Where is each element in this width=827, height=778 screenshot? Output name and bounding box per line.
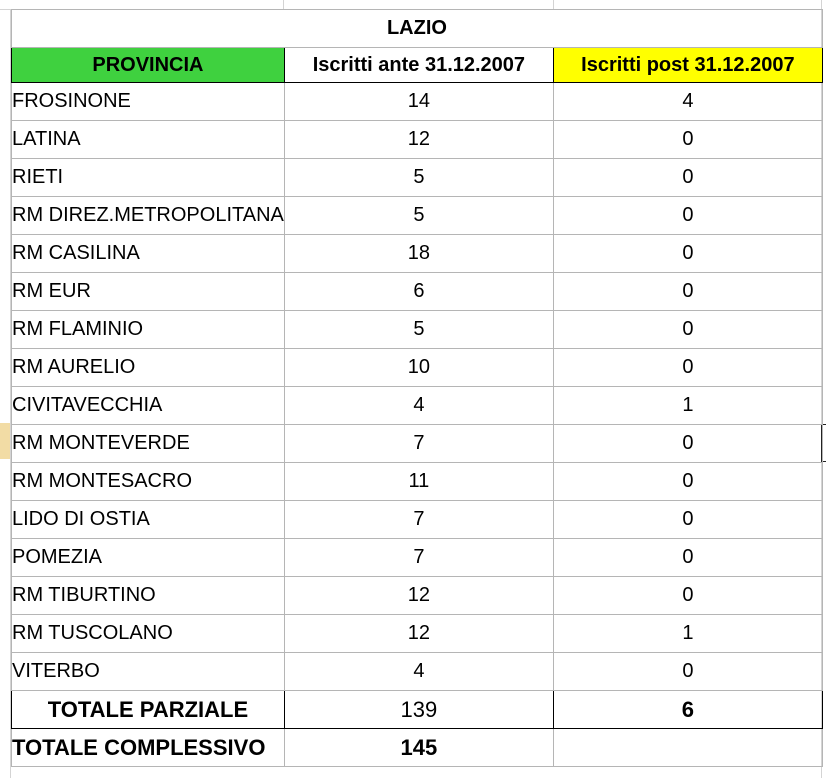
ante-cell[interactable]: 4 [284,653,553,691]
province-cell[interactable]: RM CASILINA [12,235,285,273]
ante-cell[interactable]: 5 [284,197,553,235]
table-row [12,615,823,653]
post-cell[interactable]: 0 [553,539,822,577]
ante-cell[interactable]: 12 [284,577,553,615]
ante-cell[interactable]: 14 [284,83,553,121]
table-row [12,121,823,159]
province-cell[interactable]: LIDO DI OSTIA [12,501,285,539]
header-iscritti-post[interactable]: Iscritti post 31.12.2007 [553,48,822,83]
post-cell[interactable]: 0 [553,235,822,273]
province-cell[interactable]: RM MONTEVERDE [12,425,285,463]
ante-cell[interactable]: 7 [284,501,553,539]
post-cell[interactable]: 0 [553,273,822,311]
totale-parziale-row [12,691,823,729]
table-row [12,539,823,577]
table-row [12,159,823,197]
post-cell[interactable]: 1 [553,615,822,653]
province-cell[interactable]: RM EUR [12,273,285,311]
table-row [12,311,823,349]
province-cell[interactable]: RM FLAMINIO [12,311,285,349]
post-cell[interactable]: 0 [553,349,822,387]
province-cell[interactable]: LATINA [12,121,285,159]
post-cell[interactable]: 0 [553,463,822,501]
table-row [12,463,823,501]
ante-cell[interactable]: 4 [284,387,553,425]
empty-cell[interactable] [553,729,822,767]
post-cell[interactable]: 0 [553,311,822,349]
province-cell[interactable]: RM TIBURTINO [12,577,285,615]
table-row [12,387,823,425]
province-cell[interactable]: RM AURELIO [12,349,285,387]
totale-parziale-label[interactable]: TOTALE PARZIALE [12,691,285,729]
post-cell[interactable]: 0 [553,159,822,197]
table-row [12,577,823,615]
post-cell[interactable]: 0 [553,425,822,463]
table-row [12,501,823,539]
province-cell[interactable]: FROSINONE [12,83,285,121]
lazio-table [11,9,823,767]
ante-cell[interactable]: 6 [284,273,553,311]
province-cell[interactable]: VITERBO [12,653,285,691]
ante-cell[interactable]: 11 [284,463,553,501]
post-cell[interactable]: 1 [553,387,822,425]
table-title[interactable]: LAZIO [12,10,823,48]
ante-cell[interactable]: 10 [284,349,553,387]
table-row [12,273,823,311]
post-cell[interactable]: 0 [553,653,822,691]
post-cell[interactable]: 0 [553,121,822,159]
ante-cell[interactable]: 5 [284,159,553,197]
totale-complessivo-label[interactable]: TOTALE COMPLESSIVO [12,729,285,767]
totale-parziale-ante[interactable]: 139 [284,691,553,729]
post-cell[interactable]: 4 [553,83,822,121]
post-cell[interactable]: 0 [553,577,822,615]
totale-parziale-post[interactable]: 6 [553,691,822,729]
ante-cell[interactable]: 7 [284,539,553,577]
table-row [12,653,823,691]
ante-cell[interactable]: 18 [284,235,553,273]
ante-cell[interactable]: 12 [284,615,553,653]
header-provincia[interactable]: PROVINCIA [12,48,285,83]
province-cell[interactable]: RM DIREZ.METROPOLITANA [12,197,285,235]
province-cell[interactable]: POMEZIA [12,539,285,577]
table-row [12,349,823,387]
province-cell[interactable]: CIVITAVECCHIA [12,387,285,425]
totale-complessivo-value[interactable]: 145 [284,729,553,767]
post-cell[interactable]: 0 [553,197,822,235]
row-header-strip[interactable] [0,9,11,778]
province-cell[interactable]: RM TUSCOLANO [12,615,285,653]
province-cell[interactable]: RM MONTESACRO [12,463,285,501]
table-row [12,425,823,463]
province-cell[interactable]: RIETI [12,159,285,197]
totale-complessivo-row [12,729,823,767]
table-row [12,83,823,121]
ante-cell[interactable]: 5 [284,311,553,349]
header-iscritti-ante[interactable]: Iscritti ante 31.12.2007 [284,48,553,83]
selected-row-indicator [0,423,10,459]
table-row [12,197,823,235]
ante-cell[interactable]: 7 [284,425,553,463]
ante-cell[interactable]: 12 [284,121,553,159]
table-row [12,235,823,273]
post-cell[interactable]: 0 [553,501,822,539]
